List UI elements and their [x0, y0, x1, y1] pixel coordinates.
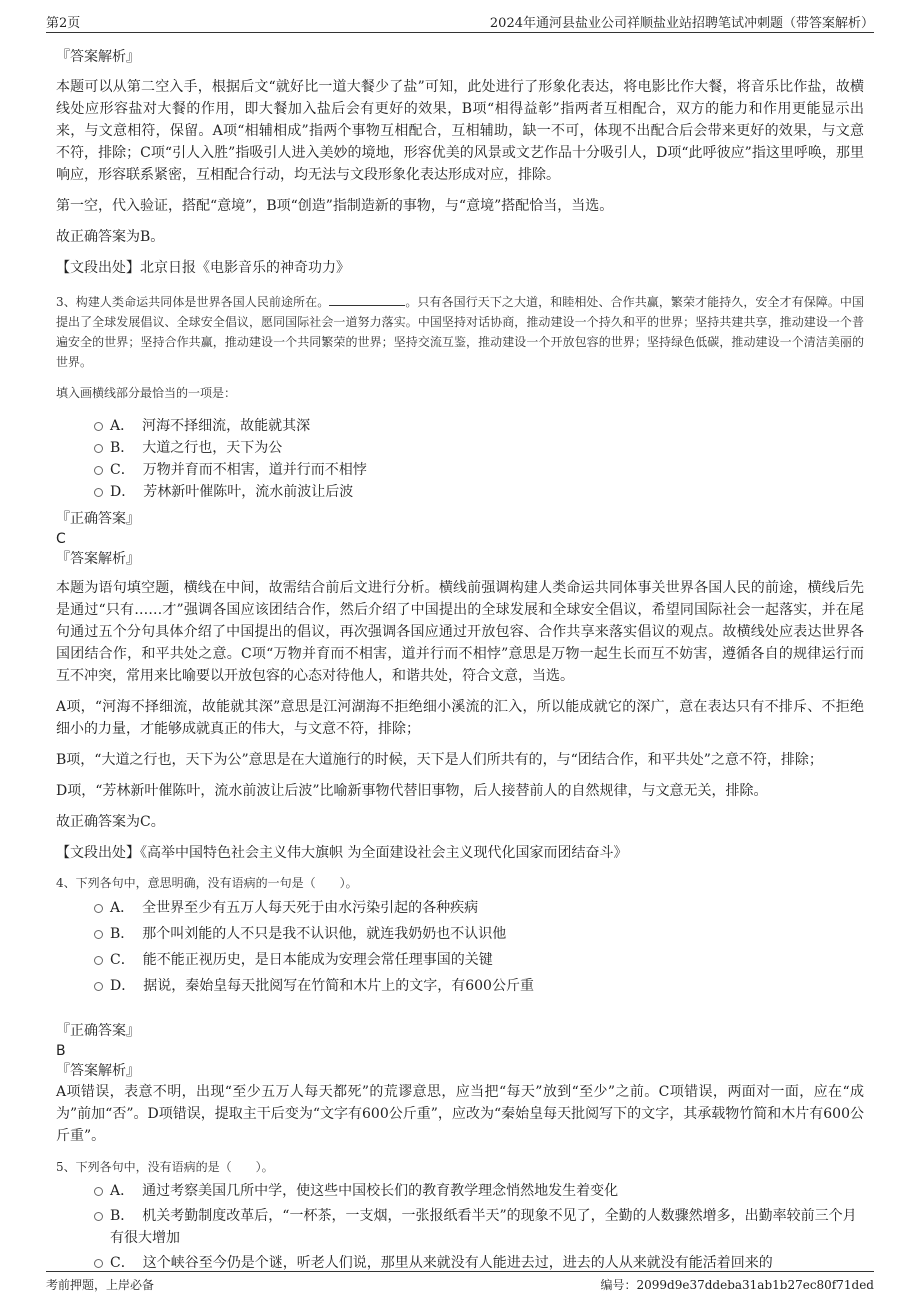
radio-button[interactable]: [94, 956, 103, 965]
radio-button[interactable]: [94, 930, 103, 939]
fill-in-blank: [329, 293, 405, 306]
q2-conclusion: 故正确答案为B。: [56, 229, 165, 245]
q4-correct-answer-label: 『正确答案』: [56, 1023, 140, 1039]
q4-correct-answer: B: [56, 1043, 66, 1059]
option-a[interactable]: A． 通过考察美国几所中学，使这些中国校长们的教育教学理念悄然地发生着变化: [56, 1179, 864, 1203]
page-number: 第2页: [46, 16, 81, 31]
question-3-options: [56, 415, 864, 503]
page-footer: [46, 1271, 874, 1292]
option-b[interactable]: B． 机关考勤制度改革后，“一杯茶，一支烟，一张报纸看半天”的现象不见了，全勤的人数骤然增多，出勤率较前三个月有很大增加: [56, 1205, 864, 1249]
q3-analysis-paragraph-4: D项，“芳林新叶催陈叶，流水前波让后波”比喻新事物代替旧事物，后人接替前人的自然规律，与文意无关，排除。: [56, 783, 768, 799]
question-4-text: 下列各句中，意思明确，没有语病的一句是（ ）。: [75, 876, 358, 890]
radio-button[interactable]: [94, 422, 103, 431]
option-b[interactable]: B． 那个叫刘能的人不只是我不认识他，就连我奶奶也不认识他: [56, 921, 864, 947]
q3-analysis-paragraph-2: A项，“河海不择细流，故能就其深”意思是江河湖海不拒绝细小溪流的汇入，所以能成就它的深广，意在表达只有不排斥、不拒绝细小的力量，才能够成就真正的伟大，与文意不符，排除；: [56, 699, 864, 737]
document-body: [56, 46, 864, 1275]
q4-analysis-label: 『答案解析』: [56, 1063, 140, 1079]
option-c[interactable]: C． 能不能正视历史，是日本能成为安理会常任理事国的关键: [56, 947, 864, 973]
radio-button[interactable]: [94, 982, 103, 991]
q3-analysis-paragraph-1: 本题为语句填空题，横线在中间，故需结合前后文进行分析。横线前强调构建人类命运共同体事关世界各国人民的前途，横线后先是通过“只有……才”强调各国应该团结合作，然后介绍了中国提出的全球发展和全球安全倡议，希望同国际社会一起落实，并在尾句通过五个分句具体介绍了中国提出的倡议，再次强调各国应通过开放包容、合作共享来落实倡议的观点。故横线处应表达世界各国团结合作，和平共处之意。C项“万物并育而不相害，道并行而不相悖”意思是万物一起生长而互不妨害，遵循各自的规律运行而互不冲突，常用来比喻要以开放包容的心态对待他人，和谐共处，符合文意，当选。: [56, 580, 864, 684]
document-title: 2024年通河县盐业公司祥顺盐业站招聘笔试冲刺题（带答案解析）: [489, 16, 874, 31]
radio-button[interactable]: [94, 1212, 103, 1221]
question-3-number: 3、: [56, 295, 76, 309]
question-3-stem-part-2: 。只有各国行天下之大道，和睦相处、合作共赢，繁荣才能持久，安全才有保障。中国提出了全球发展倡议、全球安全倡议，愿同国际社会一道努力落实。中国坚持对话协商，推动建设一个持久和平的世界；坚持共建共享，推动建设一个普遍安全的世界；坚持合作共赢，推动建设一个共同繁荣的世界；坚持交流互鉴，推动建设一个开放包容的世界；坚持绿色低碳，推动建设一个清洁美丽的世界。: [56, 295, 864, 369]
option-d[interactable]: D． 芳林新叶催陈叶，流水前波让后波: [56, 481, 864, 503]
footer-slogan: 考前押题，上岸必备: [46, 1278, 155, 1292]
radio-button[interactable]: [94, 466, 103, 475]
question-4-number: 4、: [56, 876, 76, 890]
q3-analysis-paragraph-3: B项，“大道之行也，天下为公”意思是在大道施行的时候，天下是人们所共有的，与“团结合作，和平共处”之意不符，排除；: [56, 752, 823, 768]
option-c[interactable]: C． 这个峡谷至今仍是个谜，听老人们说，那里从来就没有人能进去过，进去的人从来就没有能活着回来的: [56, 1251, 864, 1275]
question-3-prompt: 填入画横线部分最恰当的一项是：: [56, 386, 237, 400]
question-5-text: 下列各句中，没有语病的是（ ）。: [75, 1160, 274, 1174]
document-id: 编号：2099d9e37ddeba31ab1b27ec80f71ded: [600, 1278, 874, 1292]
question-5-stem: [56, 1157, 864, 1177]
question-5-options: [56, 1179, 864, 1275]
radio-button[interactable]: [94, 488, 103, 497]
q2-analysis-paragraph-2: 第一空，代入验证，搭配“意境”，B项“创造”指制造新的事物，与“意境”搭配恰当，当选。: [56, 198, 614, 214]
radio-button[interactable]: [94, 904, 103, 913]
q3-correct-answer-label: 『正确答案』: [56, 511, 140, 527]
radio-button[interactable]: [94, 444, 103, 453]
q2-analysis-paragraph-1: 本题可以从第二空入手，根据后文“就好比一道大餐少了盐”可知，此处进行了形象化表达，将电影比作大餐，将音乐比作盐，故横线处应形容盐对大餐的作用，即大餐加入盐后会有更好的效果，B项“相得益彰”指两者互相配合，双方的能力和作用更能显示出来，与文意相符，保留。A项“相辅相成”指两个事物互相配合，互相辅助，缺一不可，体现不出配合后会带来更好的效果，与文意不符，排除；C项“引人入胜”指吸引人进入美妙的境地，形容优美的风景或文艺作品十分吸引人，D项“此呼彼应”指这里呼唤，那里响应，形容联系紧密，互相配合行动，均无法与文段形象化表达形成对应，排除。: [56, 79, 864, 183]
q3-source: 【文段出处】《高举中国特色社会主义伟大旗帜 为全面建设社会主义现代化国家而团结奋斗》: [56, 845, 628, 861]
radio-button[interactable]: [94, 1259, 103, 1268]
page-header: [46, 12, 874, 33]
q3-correct-answer: C: [56, 531, 66, 547]
q4-analysis-paragraph: A项错误，表意不明，出现“至少五万人每天都死”的荒谬意思，应当把“每天”放到“至少”之前。C项错误，两面对一面，应在“成为”前加“否”。D项错误，提取主干后变为“文字有600公斤重”，应改为“秦始皇每天批阅写下的文字，其承载物竹简和木片有600公斤重”。: [56, 1084, 864, 1144]
question-5-number: 5、: [56, 1160, 76, 1174]
question-3-stem: [56, 292, 864, 372]
question-4-options: [56, 895, 864, 999]
q2-source: 【文段出处】北京日报《电影音乐的神奇功力》: [56, 260, 350, 276]
q3-conclusion: 故正确答案为C。: [56, 814, 165, 830]
q2-analysis-label: 『答案解析』: [56, 49, 140, 65]
radio-button[interactable]: [94, 1187, 103, 1196]
option-a[interactable]: A． 全世界至少有五万人每天死于由水污染引起的各种疾病: [56, 895, 864, 921]
option-c[interactable]: C． 万物并育而不相害，道并行而不相悖: [56, 459, 864, 481]
question-4-stem: [56, 873, 864, 893]
option-b[interactable]: B． 大道之行也，天下为公: [56, 437, 864, 459]
option-d[interactable]: D． 据说，秦始皇每天批阅写在竹简和木片上的文字，有600公斤重: [56, 973, 864, 999]
question-3-stem-part-1: 构建人类命运共同体是世界各国人民前途所在。: [75, 295, 330, 309]
q3-analysis-label: 『答案解析』: [56, 551, 140, 567]
option-a[interactable]: A． 河海不择细流，故能就其深: [56, 415, 864, 437]
